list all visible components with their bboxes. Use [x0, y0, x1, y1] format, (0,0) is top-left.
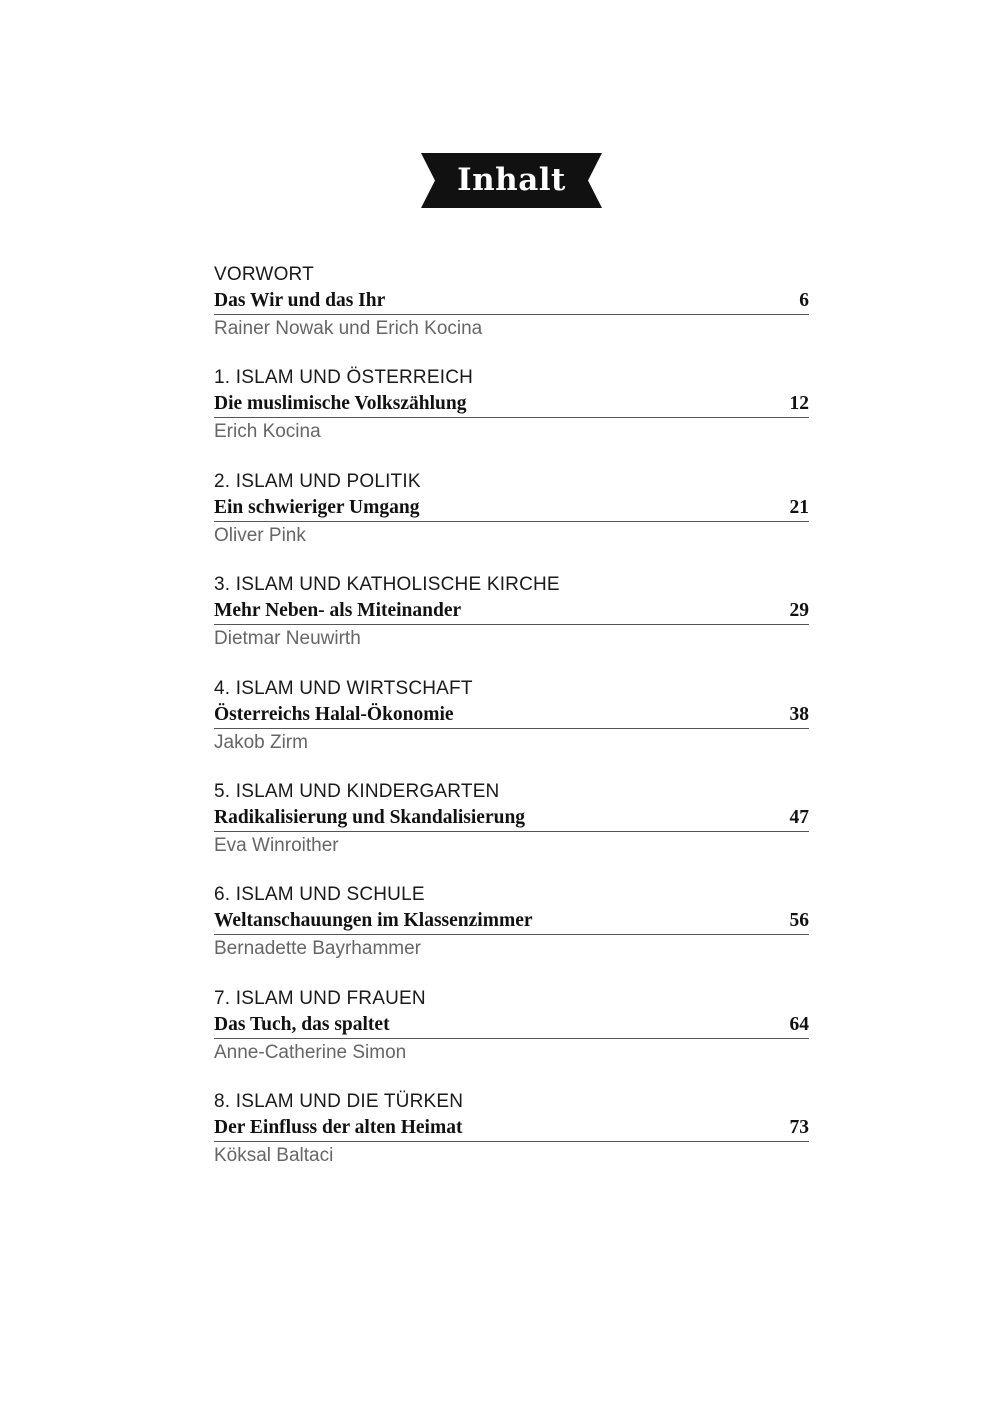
- toc-entry-title: Die muslimische Volkszählung: [214, 393, 467, 415]
- toc-page-number: 56: [789, 910, 809, 932]
- toc-section-label: 1. ISLAM UND ÖSTERREICH: [214, 367, 474, 389]
- toc-page-number: 6: [799, 290, 809, 311]
- table-of-contents: [214, 262, 809, 1193]
- toc-section-label: 3. ISLAM UND KATHOLISCHE KIRCHE: [214, 574, 560, 596]
- toc-entry-author: Jakob Zirm: [214, 731, 308, 753]
- toc-page-number: 29: [789, 600, 809, 622]
- toc-page-number: 38: [789, 703, 809, 725]
- toc-entry-title: Weltanschauungen im Klassenzimmer: [214, 910, 533, 932]
- toc-title-row[interactable]: [214, 495, 809, 522]
- toc-section-label: 8. ISLAM UND DIE TÜRKEN: [214, 1091, 464, 1113]
- toc-entry: [214, 1089, 809, 1192]
- toc-section-label: 7. ISLAM UND FRAUEN: [214, 987, 426, 1009]
- toc-title-row[interactable]: [214, 391, 809, 418]
- toc-entry: [214, 986, 809, 1089]
- toc-entry-title: Der Einfluss der alten Heimat: [214, 1117, 463, 1139]
- toc-section-label: 2. ISLAM UND POLITIK: [214, 470, 421, 492]
- toc-page-number: 47: [789, 806, 809, 828]
- heading-banner: [421, 153, 602, 208]
- toc-entry-title: Österreichs Halal-Ökonomie: [214, 703, 454, 725]
- toc-section-label: VORWORT: [214, 264, 314, 285]
- toc-section-label: 5. ISLAM UND KINDERGARTEN: [214, 780, 500, 802]
- toc-section-label: 6. ISLAM UND SCHULE: [214, 884, 425, 906]
- toc-entry: [214, 365, 809, 468]
- toc-page-number: 64: [789, 1013, 809, 1035]
- toc-entry-author: Erich Kocina: [214, 421, 321, 443]
- toc-entry-author: Oliver Pink: [214, 524, 306, 546]
- toc-entry: [214, 572, 809, 675]
- toc-entry: [214, 469, 809, 572]
- toc-entry: [214, 262, 809, 365]
- toc-entry-author: Köksal Baltaci: [214, 1145, 334, 1167]
- toc-title-row[interactable]: [214, 908, 809, 935]
- toc-entry-title: Radikalisierung und Skandalisierung: [214, 806, 526, 828]
- toc-page-number: 12: [789, 393, 809, 415]
- toc-entry-author: Eva Winroither: [214, 834, 339, 856]
- toc-page-number: 21: [789, 496, 809, 518]
- toc-page-number: 73: [789, 1117, 809, 1139]
- toc-entry-author: Dietmar Neuwirth: [214, 628, 361, 650]
- toc-entry-title: Das Tuch, das spaltet: [214, 1013, 390, 1035]
- toc-entry-title: Mehr Neben- als Miteinander: [214, 600, 462, 622]
- toc-entry-title: Ein schwieriger Umgang: [214, 496, 420, 518]
- toc-section-label: 4. ISLAM UND WIRTSCHAFT: [214, 677, 473, 699]
- toc-entry: [214, 676, 809, 779]
- toc-entry-title: Das Wir und das Ihr: [214, 290, 386, 311]
- toc-title-row[interactable]: [214, 702, 809, 729]
- toc-title-row[interactable]: [214, 1115, 809, 1142]
- toc-title-row[interactable]: [214, 288, 809, 315]
- toc-entry-author: Bernadette Bayrhammer: [214, 938, 421, 960]
- toc-title-row[interactable]: [214, 598, 809, 625]
- toc-entry-author: Anne-Catherine Simon: [214, 1041, 407, 1063]
- toc-entry-author: Rainer Nowak und Erich Kocina: [214, 318, 483, 339]
- toc-title-row[interactable]: [214, 1012, 809, 1039]
- toc-title-row[interactable]: [214, 805, 809, 832]
- page-title: Inhalt: [457, 162, 566, 198]
- toc-entry: [214, 882, 809, 985]
- toc-entry: [214, 779, 809, 882]
